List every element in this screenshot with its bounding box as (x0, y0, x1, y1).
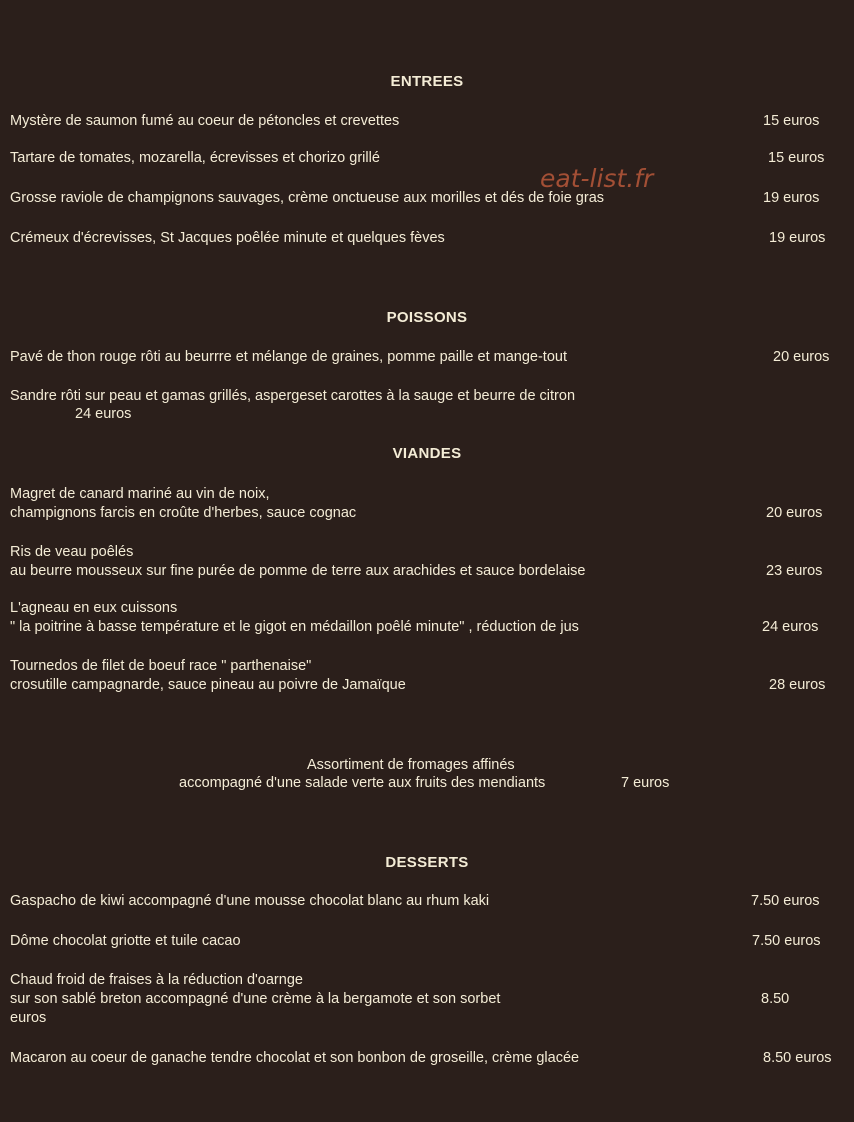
viande-item-line1: L'agneau en eux cuissons (10, 600, 178, 616)
watermark: eat-list.fr (540, 164, 654, 193)
viande-item-price: 28 euros (769, 677, 826, 693)
entree-item-name: Mystère de saumon fumé au coeur de pétoncles et crevettes (10, 113, 400, 129)
dessert-item-price: 8.50 euros (763, 1050, 832, 1066)
section-title-desserts: DESSERTS (385, 854, 469, 871)
dessert-item-name: Macaron au coeur de ganache tendre chocolat et son bonbon de groseille, crème glacée (10, 1050, 580, 1066)
viande-item-line2: au beurre mousseux sur fine purée de pomme de terre aux arachides et sauce bordelaise (10, 563, 586, 579)
viande-item-line1: Tournedos de filet de boeuf race " parthenaise" (10, 658, 312, 674)
viande-item-price: 24 euros (762, 619, 819, 635)
dessert-item-line3: euros (10, 1010, 47, 1026)
dessert-item-name: Dôme chocolat griotte et tuile cacao (10, 933, 241, 949)
dessert-item-line1: Chaud froid de fraises à la réduction d'oarnge (10, 972, 303, 988)
dessert-item-price: 7.50 euros (752, 933, 821, 949)
poisson-item-name: Sandre rôti sur peau et gamas grillés, aspergeset carottes à la sauge et beurre de citron (10, 388, 576, 404)
entree-item-price: 15 euros (763, 113, 820, 129)
poisson-item-price: 20 euros (773, 349, 830, 365)
section-title-entrees: ENTREES (390, 73, 464, 90)
entree-item-name: Tartare de tomates, mozarella, écrevisses et chorizo grillé (10, 150, 380, 166)
viande-item-price: 23 euros (766, 563, 823, 579)
dessert-item-line2: sur son sablé breton accompagné d'une crème à la bergamote et son sorbet (10, 991, 501, 1007)
entree-item-name: Grosse raviole de champignons sauvages, crème onctueuse aux morilles et dés de foie gras (10, 190, 605, 206)
viande-item-price: 20 euros (766, 505, 823, 521)
dessert-item-price: 7.50 euros (751, 893, 820, 909)
dessert-item-price: 8.50 (761, 991, 790, 1007)
section-title-poissons: POISSONS (386, 309, 468, 326)
entree-item-name: Crémeux d'écrevisses, St Jacques poêlée minute et quelques fèves (10, 230, 445, 246)
viande-item-line1: Magret de canard mariné au vin de noix, (10, 486, 270, 502)
fromage-line1: Assortiment de fromages affinés (307, 757, 515, 773)
fromage-price: 7 euros (621, 775, 670, 791)
fromage-line2: accompagné d'une salade verte aux fruits des mendiants (179, 775, 546, 791)
section-title-viandes: VIANDES (392, 445, 462, 462)
entree-item-price: 15 euros (768, 150, 825, 166)
entree-item-price: 19 euros (769, 230, 826, 246)
viande-item-line2: " la poitrine à basse température et le gigot en médaillon poêlé minute" , réduction de jus (10, 619, 579, 635)
poisson-item-name: Pavé de thon rouge rôti au beurrre et mélange de graines, pomme paille et mange-tout (10, 349, 567, 365)
poisson-item-price: 24 euros (75, 406, 132, 422)
viande-item-line1: Ris de veau poêlés (10, 544, 134, 560)
viande-item-line2: champignons farcis en croûte d'herbes, sauce cognac (10, 505, 357, 521)
entree-item-price: 19 euros (763, 190, 820, 206)
viande-item-line2: crosutille campagnarde, sauce pineau au poivre de Jamaïque (10, 677, 406, 693)
dessert-item-name: Gaspacho de kiwi accompagné d'une mousse chocolat blanc au rhum kaki (10, 893, 490, 909)
